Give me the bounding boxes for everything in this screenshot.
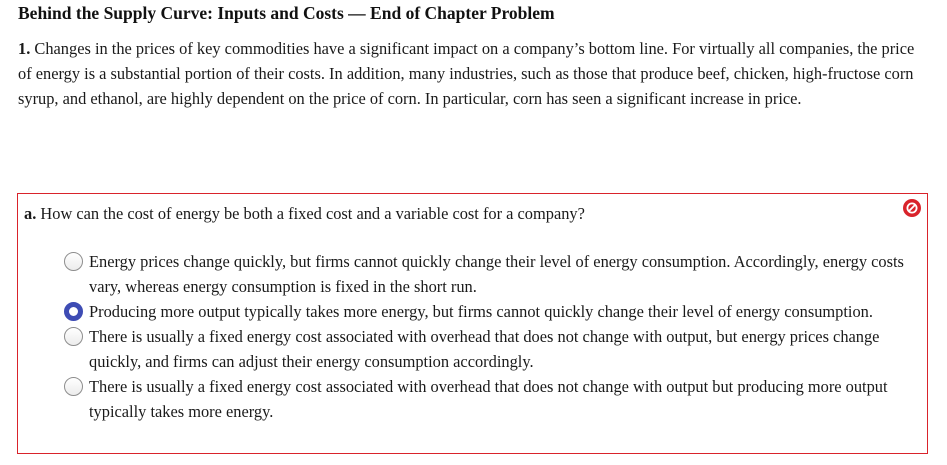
problem-statement [18, 36, 928, 111]
radio-button-2[interactable] [64, 302, 83, 321]
question-panel [17, 193, 928, 454]
radio-button-1[interactable] [64, 252, 83, 271]
page-title: Behind the Supply Curve: Inputs and Costs — End of Chapter Problem [18, 3, 555, 23]
incorrect-icon [903, 199, 921, 217]
problem-text: Changes in the prices of key commodities have a significant impact on a company’s bottom line. For virtually all companies, the price of energy is a substantial portion of their costs. In addition, many industries, such as those that produce beef, chicken, high-fructose corn syrup, and ethanol, are highly dependent on the price of corn. In particular, corn has seen a significant increase in price. [18, 39, 915, 108]
question-text: How can the cost of energy be both a fixed cost and a variable cost for a company? [40, 204, 585, 223]
answer-option-label: There is usually a fixed energy cost associated with overhead that does not change with output but producing more output typically takes more energy. [89, 377, 888, 421]
answer-option-4[interactable] [64, 374, 914, 424]
radio-button-3[interactable] [64, 327, 83, 346]
question-letter: a. [24, 204, 37, 223]
question-prompt [24, 204, 585, 224]
answer-option-label: Energy prices change quickly, but firms cannot quickly change their level of energy consumption. Accordingly, energy costs vary, whereas energy consumption is fixed in the short run. [89, 252, 904, 296]
answer-option-1[interactable] [64, 249, 914, 299]
problem-number: 1. [18, 39, 31, 58]
answer-options [64, 249, 914, 424]
answer-option-label: Producing more output typically takes more energy, but firms cannot quickly change their level of energy consumption. [89, 302, 873, 321]
radio-button-4[interactable] [64, 377, 83, 396]
answer-option-2[interactable] [64, 299, 914, 324]
answer-option-3[interactable] [64, 324, 914, 374]
answer-option-label: There is usually a fixed energy cost associated with overhead that does not change with output, but energy prices change quickly, and firms can adjust their energy consumption accordingly. [89, 327, 880, 371]
